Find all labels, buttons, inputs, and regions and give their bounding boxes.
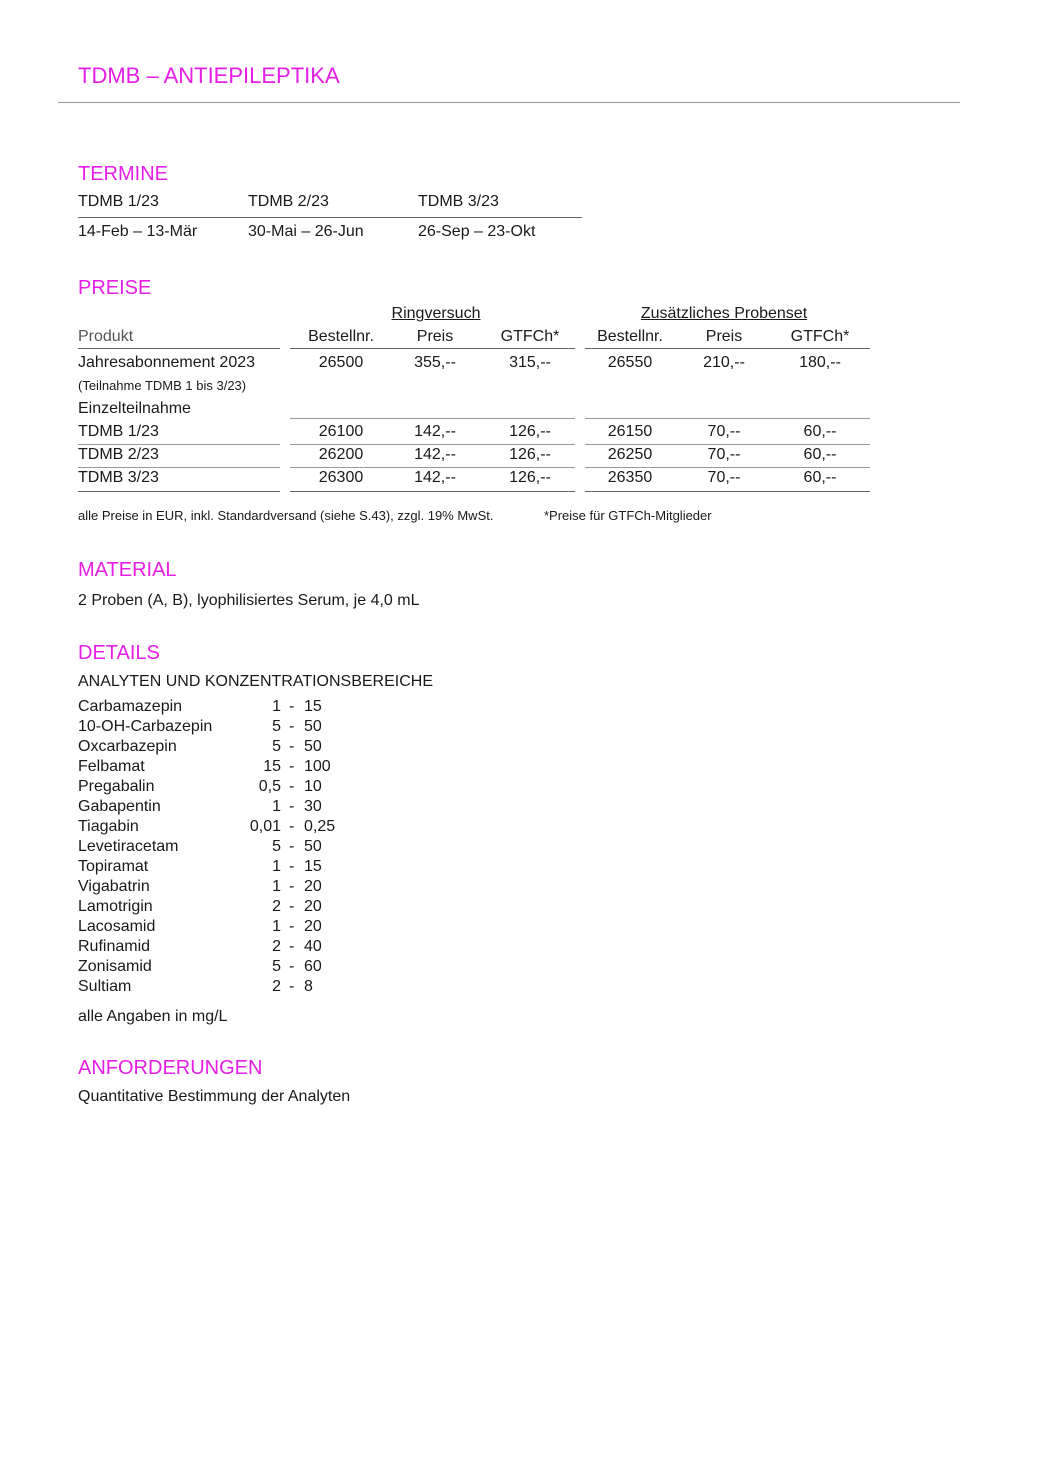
row2-gtfch-1: 126,-- — [509, 446, 551, 463]
details-heading: DETAILS — [78, 642, 160, 664]
gap-groups — [575, 345, 585, 495]
row1-gtfch-1: 126,-- — [509, 423, 551, 440]
col-preis-1: Preis — [416, 328, 454, 345]
termine-divider — [78, 217, 582, 218]
row3-gtfch-1: 126,-- — [509, 469, 551, 486]
analyte-range-low: 1 — [272, 918, 281, 935]
analyte-range-separator: - — [289, 738, 295, 755]
einzel-label: Einzelteilnahme — [78, 400, 191, 417]
termine-dates-2: 30-Mai – 26-Jun — [248, 223, 364, 240]
row2-bestellnr-2: 26250 — [607, 446, 653, 463]
analyte-name: Oxcarbazepin — [78, 738, 177, 755]
analyte-range-low: 2 — [272, 938, 281, 955]
analyte-range-high: 50 — [304, 718, 322, 735]
jahres-gtfch-1: 315,-- — [509, 354, 551, 371]
analyte-range-separator: - — [289, 958, 295, 975]
termine-heading: TERMINE — [78, 163, 168, 185]
row1-preis-1: 142,-- — [414, 423, 456, 440]
row2-preis-1: 142,-- — [414, 446, 456, 463]
analyte-range-separator: - — [289, 718, 295, 735]
row2-bestellnr-1: 26200 — [318, 446, 364, 463]
analyte-name: Gabapentin — [78, 798, 161, 815]
preise-heading: PREISE — [78, 277, 152, 299]
analyte-range-low: 5 — [272, 958, 281, 975]
row1-bestellnr-2: 26150 — [607, 423, 653, 440]
row2-gtfch-2: 60,-- — [803, 446, 837, 463]
anforderungen-text: Quantitative Bestimmung der Analyten — [78, 1088, 351, 1105]
jahres-bestellnr-1: 26500 — [318, 354, 364, 371]
analyte-range-high: 100 — [304, 758, 331, 775]
row1-bestellnr-1: 26100 — [318, 423, 364, 440]
analyte-range-high: 30 — [304, 798, 322, 815]
analyte-range-separator: - — [289, 898, 295, 915]
analyte-range-high: 50 — [304, 738, 322, 755]
analyte-name: Carbamazepin — [78, 698, 183, 715]
row1-name: TDMB 1/23 — [78, 423, 159, 440]
analyte-range-high: 8 — [304, 978, 313, 995]
jahres-preis-2: 210,-- — [703, 354, 745, 371]
preise-footnote-left: alle Preise in EUR, inkl. Standardversand (siehe S.43), zzgl. 19% MwSt. — [78, 508, 494, 523]
analyte-name: Rufinamid — [78, 938, 151, 955]
jahres-preis-1: 355,-- — [414, 354, 456, 371]
row2-preis-2: 70,-- — [707, 446, 741, 463]
row1-divider — [78, 444, 870, 445]
analyte-range-low: 5 — [272, 718, 281, 735]
row3-bestellnr-2: 26350 — [607, 469, 653, 486]
group-ringversuch: Ringversuch — [391, 305, 481, 322]
jahres-name: Jahresabonnement 2023 — [78, 354, 256, 371]
row1-preis-2: 70,-- — [707, 423, 741, 440]
col-gtfch-2: GTFCh* — [790, 328, 850, 345]
analyte-name: Felbamat — [78, 758, 145, 775]
row3-bestellnr-1: 26300 — [318, 469, 364, 486]
analyte-range-high: 50 — [304, 838, 322, 855]
termine-label-3: TDMB 3/23 — [418, 193, 499, 210]
analyte-name: Lacosamid — [78, 918, 156, 935]
jahres-note: (Teilnahme TDMB 1 bis 3/23) — [78, 378, 247, 393]
preise-bottom-divider — [78, 491, 870, 492]
anforderungen-heading: ANFORDERUNGEN — [78, 1057, 263, 1079]
col-preis-2: Preis — [705, 328, 743, 345]
col-bestellnr-2: Bestellnr. — [597, 328, 663, 345]
row3-gtfch-2: 60,-- — [803, 469, 837, 486]
analyte-range-low: 1 — [272, 878, 281, 895]
analyte-range-separator: - — [289, 858, 295, 875]
row2-divider — [78, 467, 870, 468]
preise-footnote-right: *Preise für GTFCh-Mitglieder — [544, 508, 712, 523]
row2-name: TDMB 2/23 — [78, 446, 159, 463]
termine-dates-1: 14-Feb – 13-Mär — [78, 223, 198, 240]
analyte-name: 10-OH-Carbazepin — [78, 718, 213, 735]
header-divider — [58, 102, 960, 103]
details-unit-note: alle Angaben in mg/L — [78, 1008, 228, 1025]
analyte-name: Lamotrigin — [78, 898, 153, 915]
analyte-range-high: 10 — [304, 778, 322, 795]
analyte-range-separator: - — [289, 878, 295, 895]
termine-label-1: TDMB 1/23 — [78, 193, 159, 210]
termine-dates-3: 26-Sep – 23-Okt — [418, 223, 536, 240]
analyte-name: Levetiracetam — [78, 838, 179, 855]
analyte-range-low: 2 — [272, 898, 281, 915]
analyte-name: Vigabatrin — [78, 878, 150, 895]
analyte-range-separator: - — [289, 798, 295, 815]
analyte-range-separator: - — [289, 918, 295, 935]
page-title: TDMB – ANTIEPILEPTIKA — [78, 63, 340, 88]
termine-label-2: TDMB 2/23 — [248, 193, 329, 210]
analyte-range-high: 15 — [304, 698, 322, 715]
analyte-range-high: 20 — [304, 918, 322, 935]
analyte-range-separator: - — [289, 698, 295, 715]
analyte-range-high: 60 — [304, 958, 322, 975]
analyte-name: Zonisamid — [78, 958, 152, 975]
material-heading: MATERIAL — [78, 559, 177, 581]
analyte-range-separator: - — [289, 838, 295, 855]
analyte-range-separator: - — [289, 938, 295, 955]
analyte-name: Tiagabin — [78, 818, 139, 835]
analyte-range-low: 0,01 — [249, 818, 281, 835]
analyte-range-separator: - — [289, 818, 295, 835]
analyte-range-low: 1 — [272, 858, 281, 875]
analyte-range-high: 15 — [304, 858, 322, 875]
analyte-range-high: 20 — [304, 878, 322, 895]
analyte-range-high: 40 — [304, 938, 322, 955]
analyte-range-low: 0,5 — [258, 778, 281, 795]
analyte-range-separator: - — [289, 978, 295, 995]
row3-name: TDMB 3/23 — [78, 469, 159, 486]
analyte-range-low: 1 — [272, 798, 281, 815]
analyte-range-high: 20 — [304, 898, 322, 915]
analyte-range-separator: - — [289, 778, 295, 795]
row3-preis-1: 142,-- — [414, 469, 456, 486]
col-bestellnr-1: Bestellnr. — [308, 328, 374, 345]
analyte-range-separator: - — [289, 758, 295, 775]
analyte-range-high: 0,25 — [304, 818, 336, 835]
group-probenset: Zusätzliches Probenset — [640, 305, 808, 322]
analyte-range-low: 2 — [272, 978, 281, 995]
analyte-range-low: 15 — [263, 758, 281, 775]
analyte-name: Topiramat — [78, 858, 149, 875]
analyte-name: Sultiam — [78, 978, 132, 995]
gap-product — [280, 345, 290, 495]
row1-gtfch-2: 60,-- — [803, 423, 837, 440]
col-produkt: Produkt — [78, 328, 134, 345]
analyte-range-low: 1 — [272, 698, 281, 715]
analyte-range-low: 5 — [272, 838, 281, 855]
details-subheading: ANALYTEN UND KONZENTRATIONSBEREICHE — [78, 673, 434, 690]
analyte-name: Pregabalin — [78, 778, 155, 795]
jahres-bestellnr-2: 26550 — [607, 354, 653, 371]
row3-preis-2: 70,-- — [707, 469, 741, 486]
col-gtfch-1: GTFCh* — [500, 328, 560, 345]
jahres-gtfch-2: 180,-- — [799, 354, 841, 371]
preise-header-divider — [78, 348, 870, 349]
material-text: 2 Proben (A, B), lyophilisiertes Serum, je 4,0 mL — [78, 592, 420, 609]
analyte-range-low: 5 — [272, 738, 281, 755]
